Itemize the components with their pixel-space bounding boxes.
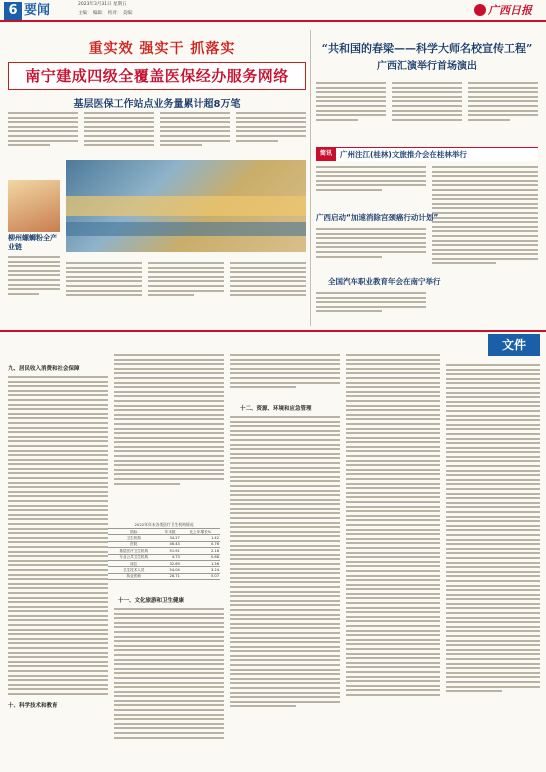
section-divider bbox=[0, 330, 546, 332]
lower-col-2a bbox=[114, 352, 224, 520]
lead-continue-col-1 bbox=[66, 260, 142, 324]
brief-title-1: 广州注江(桂林)文旅推介会在桂林举行 bbox=[340, 150, 467, 159]
column-divider bbox=[310, 30, 311, 326]
lower-col-5 bbox=[446, 362, 540, 772]
sidebar-body bbox=[8, 254, 60, 324]
table-cell: 54.04 bbox=[159, 567, 180, 573]
lead-body-col-2 bbox=[84, 110, 154, 158]
lower-col-4 bbox=[346, 352, 440, 772]
table-header-cell: 指标 bbox=[108, 529, 159, 535]
page-number: 6 bbox=[4, 2, 22, 20]
editor-line: 主编： 编辑： 校对： 美编： bbox=[78, 11, 137, 16]
section-name: 要闻 bbox=[24, 3, 51, 18]
right-top-body-col-2 bbox=[392, 80, 462, 142]
table-cell: 0.76 bbox=[181, 541, 220, 547]
table-header-cell: 年末数 bbox=[159, 529, 180, 535]
table-row bbox=[108, 573, 220, 579]
brief-title-2: 广西启动“加速消除宫颈癌行动计划” bbox=[316, 213, 439, 222]
table-cell: 46.43 bbox=[159, 541, 180, 547]
table-cell: 5.07 bbox=[181, 573, 220, 579]
table-cell: 2.18 bbox=[181, 548, 220, 554]
lead-body-col-1 bbox=[8, 110, 78, 158]
logo-icon bbox=[474, 4, 486, 16]
lead-continue-col-3 bbox=[230, 260, 306, 324]
section-heading-9: 九、居民收入消费和社会保障 bbox=[8, 366, 80, 372]
data-table bbox=[108, 528, 220, 580]
lead-body-col-3 bbox=[160, 110, 230, 158]
lead-photo bbox=[66, 160, 306, 252]
right-top-body-col-3 bbox=[468, 80, 538, 142]
right-top-subheadline: 广西汇演举行首场演出 bbox=[377, 61, 477, 72]
lead-subheadline: 基层医保工作站点业务量累计超8万笔 bbox=[73, 99, 241, 110]
table-cell: 卫生技术人员 bbox=[108, 567, 159, 573]
brief-1-body bbox=[316, 164, 426, 204]
table-caption: 2022年年末各类医疗卫生机构情况 bbox=[134, 522, 194, 527]
lead-body-col-4 bbox=[236, 110, 306, 158]
section-heading-12: 十二、资源、环境和应急管理 bbox=[240, 406, 312, 412]
table-cell: 卫生机构 bbox=[108, 535, 159, 541]
table-cell: 执业医师 bbox=[108, 573, 159, 579]
sidebar-photo bbox=[8, 180, 60, 232]
lower-col-2b bbox=[114, 606, 224, 772]
right-top-headline: “共和国的春梁——科学大师名校宣传工程” bbox=[321, 42, 533, 55]
table-cell: 1.56 bbox=[181, 560, 220, 566]
document-section-tag: 文件 bbox=[488, 334, 540, 356]
lead-slogan: 重实效 强实干 抓落实 bbox=[88, 41, 236, 57]
table-header-cell: 比上年增长% bbox=[181, 529, 220, 535]
date-line: 2023年3月31日 星期五 bbox=[78, 2, 127, 7]
table-cell: 34.27 bbox=[159, 535, 180, 541]
section-heading-10: 十、科学技术和教育 bbox=[8, 700, 58, 710]
table-cell: 专业公共卫生机构 bbox=[108, 554, 159, 560]
newspaper-logo: 广西日报 bbox=[488, 4, 532, 17]
right-top-body-col-1 bbox=[316, 80, 386, 142]
lower-col-3b bbox=[230, 414, 340, 772]
table-cell: 3.24 bbox=[181, 567, 220, 573]
brief-title-3: 全国汽车职业教育年会在南宁举行 bbox=[328, 277, 441, 286]
table-cell: 基层医疗卫生机构 bbox=[108, 548, 159, 554]
table-cell: 医院 bbox=[108, 541, 159, 547]
lead-headline: 南宁建成四级全覆盖医保经办服务网络 bbox=[8, 62, 306, 90]
table-cell: 28.71 bbox=[159, 573, 180, 579]
briefs-tag: 简讯 bbox=[316, 147, 336, 161]
table-cell: 1.42 bbox=[181, 535, 220, 541]
table-cell: 床位 bbox=[108, 560, 159, 566]
lead-continue-col-2 bbox=[148, 260, 224, 324]
brief-3-body bbox=[316, 290, 426, 324]
sidebar-title: 柳州螺蛳粉全产业链 bbox=[8, 234, 57, 251]
brief-2-body bbox=[316, 226, 426, 270]
section-heading-11: 十一、文化旅游和卫生健康 bbox=[118, 598, 185, 604]
health-table bbox=[108, 522, 220, 580]
masthead bbox=[0, 0, 546, 22]
right-column-body bbox=[432, 164, 538, 324]
table-cell: 0.68 bbox=[181, 554, 220, 560]
table-cell: 32.69 bbox=[159, 560, 180, 566]
lower-col-1 bbox=[8, 374, 108, 772]
table-cell: 4.73 bbox=[159, 554, 180, 560]
lower-col-3a bbox=[230, 352, 340, 402]
table-cell: 51.91 bbox=[159, 548, 180, 554]
